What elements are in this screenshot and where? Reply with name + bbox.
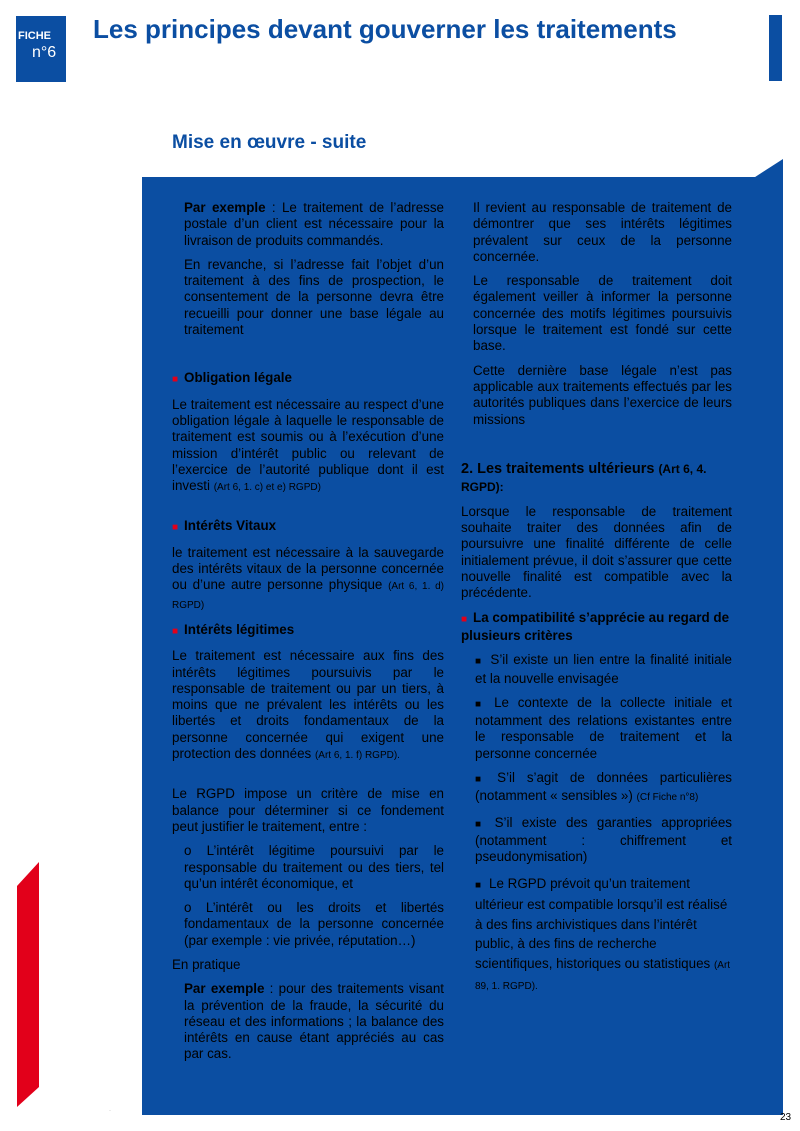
balance-item: o L’intérêt légitime poursuivi par le responsable du traitement ou des tiers, tel qu’un intérêt économique, et	[184, 843, 444, 891]
criterion-item: ■ Le RGPD prévoit qu’un traitement ultérieur est compatible lorsqu’il est réalisé à des fins archivistiques dans l’intérêt public, à des fins de recherche scientifiques, historiques ou statistiques (Art 89, 1. RGPD).	[475, 875, 731, 992]
decoration-dot: ·	[109, 1108, 111, 1114]
header-accent-bar	[769, 15, 782, 81]
example-label: Par exemple	[184, 981, 265, 997]
legal-obligation-heading: ■ Obligation légale	[172, 370, 292, 386]
criterion-item: ■ S’il existe un lien entre la finalité initiale et la nouvelle envisagée	[475, 652, 733, 686]
page-number: 23	[780, 1112, 792, 1123]
vital-interests-text: le traitement est nécessaire à la sauvegarde des intérêts vitaux de la personne concernée ou d’une autre personne physique (Art 6, 1. d) RGPD)	[172, 544, 444, 611]
right-paragraph: Cette dernière base légale n’est pas applicable aux traitements effectués par les autorités publiques dans l’exercice de leurs missions	[473, 362, 732, 427]
white-square-bullet-icon: ■	[475, 698, 487, 710]
balance-paragraph: Le RGPD impose un critère de mise en balance pour déterminer si ce fondement peut justifier le traitement, entre :	[172, 786, 444, 834]
right-paragraph: Il revient au responsable de traitement de démontrer que ses intérêts légitimes prévalent sur ceux de la personne concernée.	[473, 200, 732, 264]
practice-example: Par exemple : pour des traitements visant la prévention de la fraude, la sécurité du réseau et des informations ; la balance des intérêts en cause étant appréciés au cas par cas.	[184, 981, 444, 1062]
page-title: Les principes devant gouverner les traitements	[93, 14, 677, 44]
white-square-bullet-icon: ■	[475, 656, 483, 668]
legal-reference: (Art 6, 1. c) et e) RGPD)	[213, 482, 321, 494]
compatibility-heading: ■ La compatibilité s’apprécie au regard de plusieurs critères	[461, 609, 730, 643]
balance-item: o L’intérêt ou les droits et libertés fondamentaux de la personne concernée (par exemple : vie privée, réputation…)	[184, 900, 444, 948]
legitimate-interests-text: Le traitement est nécessaire aux fins des intérêts légitimes poursuivis par le responsable de traitement ou par un tiers, à moins que ne prévalent les intérêts ou les libertés et droits fondamentaux de la personne concernée qui exigent une protection des données (Art 6, 1. f) RGPD).	[172, 648, 444, 762]
left-column	[172, 200, 444, 1071]
example-paragraph	[172, 200, 444, 249]
criterion-item: ■ S’il existe des garanties appropriées (notamment : chiffrement et pseudonymisation)	[475, 814, 732, 865]
panel-corner	[752, 159, 783, 179]
criterion-reference: (Art 89, 1. RGPD).	[475, 959, 731, 992]
white-square-bullet-icon: ■	[475, 774, 490, 786]
vital-interests-heading: ■ Intérêts Vitaux	[172, 518, 277, 534]
vital-reference: (Art 6, 1. d) RGPD)	[172, 581, 444, 611]
subsequent-processing-heading: 2. Les traitements ultérieurs (Art 6, 4. RGPD):	[461, 460, 707, 494]
fiche-badge	[16, 16, 66, 82]
legitimate-interests-heading: ■ Intérêts légitimes	[172, 621, 295, 637]
red-square-bullet-icon: ■	[461, 613, 468, 625]
red-square-bullet-icon: ■	[172, 374, 179, 386]
subsequent-processing-reference: (Art 6, 4. RGPD):	[461, 461, 707, 494]
subsequent-processing-text: Lorsque le responsable de traitement souhaite traiter des données afin de poursuivre une finalité différente de celle initialement prévue, il doit s’assurer que cette nouvelle finalité est compatible avec la précédente.	[461, 503, 732, 601]
section-title: Mise en œuvre - suite	[172, 132, 367, 153]
counter-example-paragraph: En revanche, si l’adresse fait l’objet d’un traitement à des fins de prospection, le consentement de la personne devra être recueilli pour donner une base légale au traitement	[184, 256, 444, 338]
white-square-bullet-icon: ■	[475, 818, 487, 830]
example-label: Par exemple	[184, 200, 266, 215]
example-text: : Le traitement de l’adresse postale d’un client est nécessaire pour la livraison de produits commandés.	[184, 200, 444, 248]
legal-obligation-text: Le traitement est nécessaire au respect d’une obligation légale à laquelle le responsable de traitement est soumis ou à l’exécution d’une mission d’intérêt public ou relevant de l’exercice de l’autorité publique dont il est investi (Art 6, 1. c) et e) RGPD)	[172, 396, 444, 494]
right-paragraph: Le responsable de traitement doit également veiller à informer la personne concernée des motifs légitimes poursuivis lorsque le traitement est fondé sur cette base.	[473, 273, 732, 354]
fiche-number: n°6	[32, 44, 57, 61]
red-square-bullet-icon: ■	[172, 522, 179, 534]
red-square-bullet-icon: ■	[172, 625, 179, 637]
fiche-label: FICHE	[18, 30, 51, 42]
criterion-item: ■ Le contexte de la collecte initiale et notamment des relations existantes entre le responsable de traitement et la personne concernée	[475, 694, 732, 761]
criterion-item: ■ S’il s’agit de données particulières (notamment « sensibles ») (Cf Fiche n°8)	[475, 770, 732, 804]
legitimate-reference: (Art 6, 1. f) RGPD).	[314, 750, 400, 762]
white-square-bullet-icon: ■	[475, 879, 482, 891]
right-column	[461, 200, 732, 1005]
practice-label: En pratique	[172, 956, 241, 972]
red-decoration	[17, 862, 39, 1107]
criterion-reference: (Cf Fiche n°8)	[636, 792, 699, 804]
